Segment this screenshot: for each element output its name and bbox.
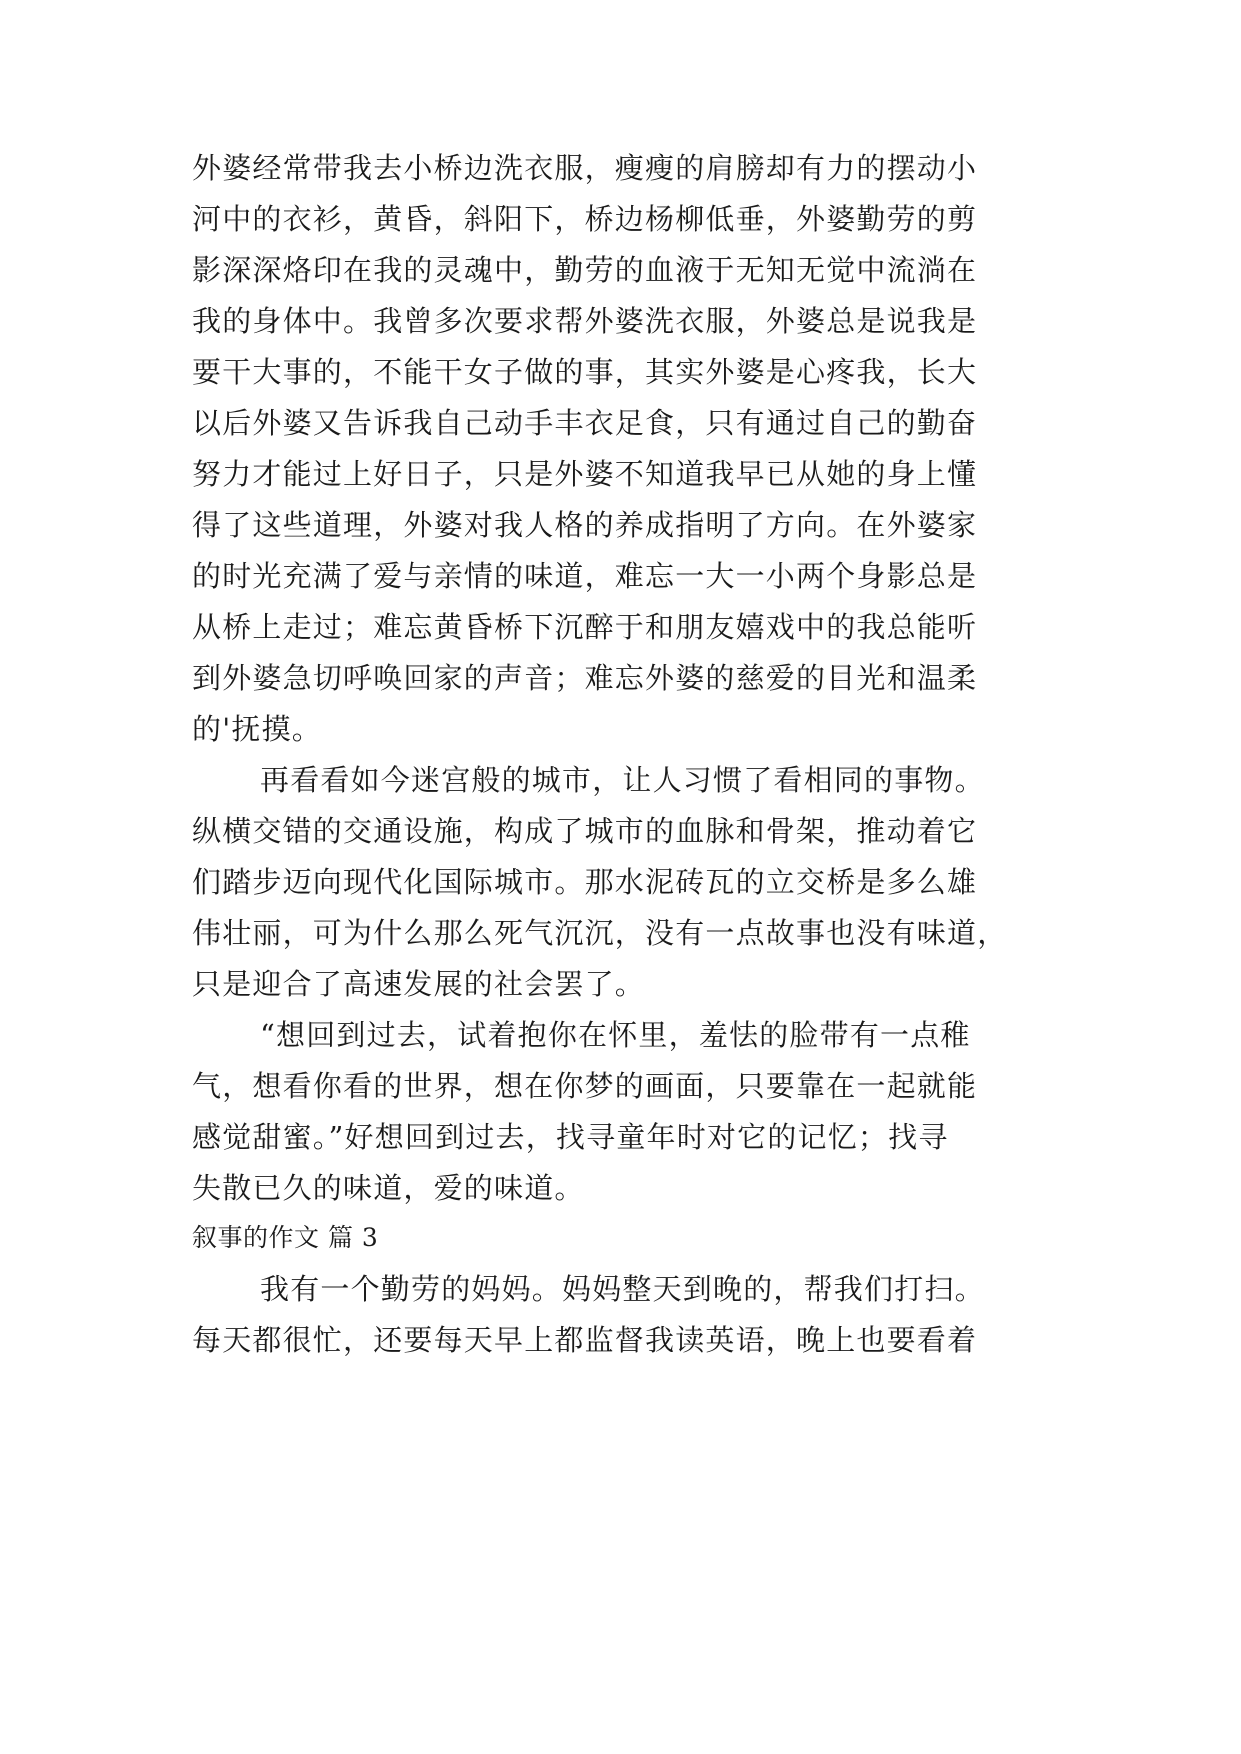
text-line: 要干大事的，不能干女子做的事，其实外婆是心疼我，长大	[192, 355, 978, 389]
text-line: “想回到过去，试着抱你在怀里，羞怯的脸带有一点稚	[260, 1018, 971, 1052]
text-line: 从桥上走过；难忘黄昏桥下沉醉于和朋友嬉戏中的我总能听	[192, 610, 978, 644]
text-line: 我的身体中。我曾多次要求帮外婆洗衣服，外婆总是说我是	[192, 304, 978, 338]
text-line: 我有一个勤劳的妈妈。妈妈整天到晚的，帮我们打扫。	[260, 1272, 985, 1306]
text-line: 再看看如今迷宫般的城市，让人习惯了看相同的事物。	[260, 763, 985, 797]
text-line: 气，想看你看的世界，想在你梦的画面，只要靠在一起就能	[192, 1069, 978, 1103]
text-line: 到外婆急切呼唤回家的声音；难忘外婆的慈爱的目光和温柔	[192, 661, 978, 695]
text-line: 河中的衣衫，黄昏，斜阳下，桥边杨柳低垂，外婆勤劳的剪	[192, 202, 978, 236]
text-line: 的时光充满了爱与亲情的味道，难忘一大一小两个身影总是	[192, 559, 978, 593]
text-line: 每天都很忙，还要每天早上都监督我读英语，晚上也要看着	[192, 1323, 978, 1357]
text-line: 以后外婆又告诉我自己动手丰衣足食，只有通过自己的勤奋	[192, 406, 978, 440]
text-line: 只是迎合了高速发展的社会罢了。	[192, 967, 646, 1001]
text-line: 外婆经常带我去小桥边洗衣服，瘦瘦的肩膀却有力的摆动小	[192, 151, 978, 185]
text-line: 感觉甜蜜。”好想回到过去，找寻童年时对它的记忆；找寻	[192, 1120, 949, 1154]
text-line: 影深深烙印在我的灵魂中，勤劳的血液于无知无觉中流淌在	[192, 253, 978, 287]
text-line: 伟壮丽，可为什么那么死气沉沉，没有一点故事也没有味道，	[192, 916, 1008, 950]
section-heading: 叙事的作文 篇 3	[192, 1223, 379, 1252]
text-line: 得了这些道理，外婆对我人格的养成指明了方向。在外婆家	[192, 508, 978, 542]
text-line: 的'抚摸。	[192, 712, 322, 746]
text-line: 努力才能过上好日子，只是外婆不知道我早已从她的身上懂	[192, 457, 978, 491]
text-line: 纵横交错的交通设施，构成了城市的血脉和骨架，推动着它	[192, 814, 978, 848]
text-line: 们踏步迈向现代化国际城市。那水泥砖瓦的立交桥是多么雄	[192, 865, 978, 899]
text-line: 失散已久的味道，爱的味道。	[192, 1171, 585, 1205]
